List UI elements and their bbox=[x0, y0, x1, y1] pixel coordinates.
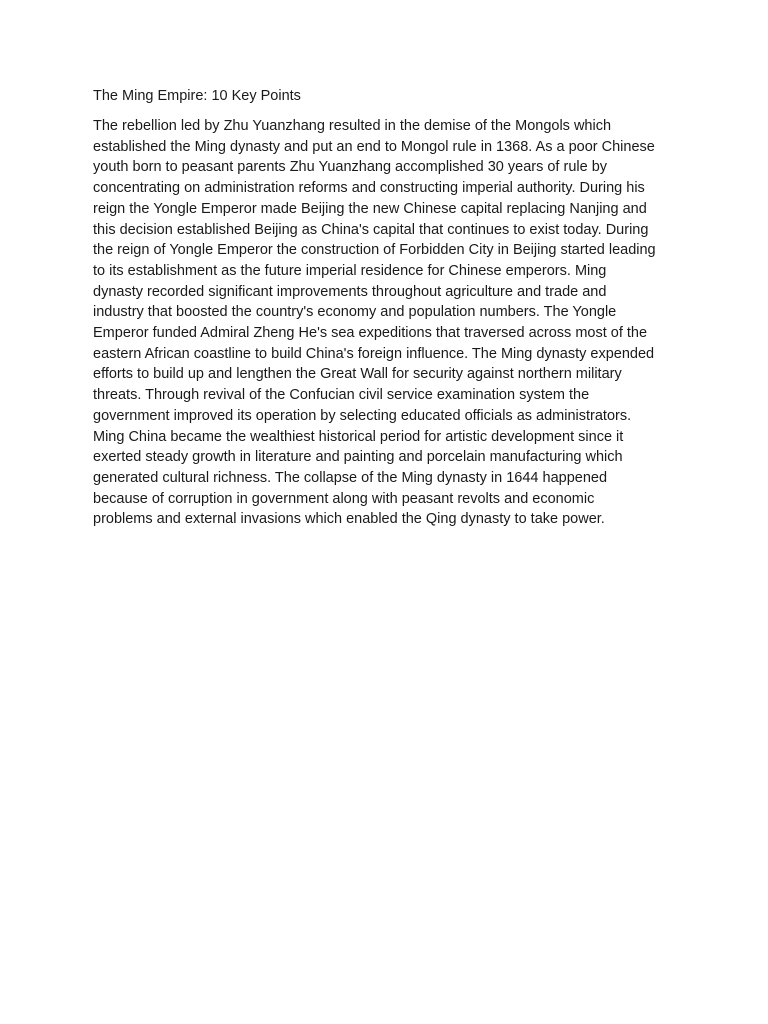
body-line: The rebellion led by Zhu Yuanzhang resulted in the demise of the Mongols which bbox=[93, 118, 612, 134]
body-line: exerted steady growth in literature and painting and porcelain manufacturing which bbox=[93, 449, 623, 466]
body-line: problems and external invasions which enabled the Qing dynasty to take power. bbox=[93, 511, 605, 528]
body-line: threats. Through revival of the Confucian civil service examination system the bbox=[93, 387, 590, 404]
body-line: this decision established Beijing as China's capital that continues to exist today. During bbox=[93, 221, 649, 238]
body-line: because of corruption in government along with peasant revolts and economic bbox=[93, 490, 595, 507]
body-line: youth born to peasant parents Zhu Yuanzhang accomplished 30 years of rule by bbox=[93, 159, 608, 176]
body-line: Emperor funded Admiral Zheng He's sea expeditions that traversed across most of the bbox=[93, 325, 648, 342]
body-line: reign the Yongle Emperor made Beijing the new Chinese capital replacing Nanjing and bbox=[93, 200, 647, 217]
body-line: Ming China became the wealthiest historical period for artistic development since it bbox=[93, 428, 624, 445]
body-line: established the Ming dynasty and put an end to Mongol rule in 1368. As a poor Chinese bbox=[93, 138, 655, 155]
body-line: to its establishment as the future imperial residence for Chinese emperors. Ming bbox=[93, 262, 607, 279]
body-line: industry that boosted the country's economy and population numbers. The Yongle bbox=[93, 304, 617, 321]
body-line: concentrating on administration reforms and constructing imperial authority. During his bbox=[93, 180, 645, 197]
body-line: generated cultural richness. The collapse of the Ming dynasty in 1644 happened bbox=[93, 469, 608, 486]
body-line: efforts to build up and lengthen the Great Wall for security against northern military bbox=[93, 366, 622, 383]
body-line: government improved its operation by selecting educated officials as administrators. bbox=[93, 407, 632, 424]
document-body bbox=[93, 116, 678, 530]
body-line: eastern African coastline to build China's foreign influence. The Ming dynasty expended bbox=[93, 345, 655, 362]
body-line: dynasty recorded significant improvements throughout agriculture and trade and bbox=[93, 283, 607, 300]
body-line: the reign of Yongle Emperor the construction of Forbidden City in Beijing started leading bbox=[93, 242, 656, 259]
document-title: The Ming Empire: 10 Key Points bbox=[93, 88, 301, 104]
